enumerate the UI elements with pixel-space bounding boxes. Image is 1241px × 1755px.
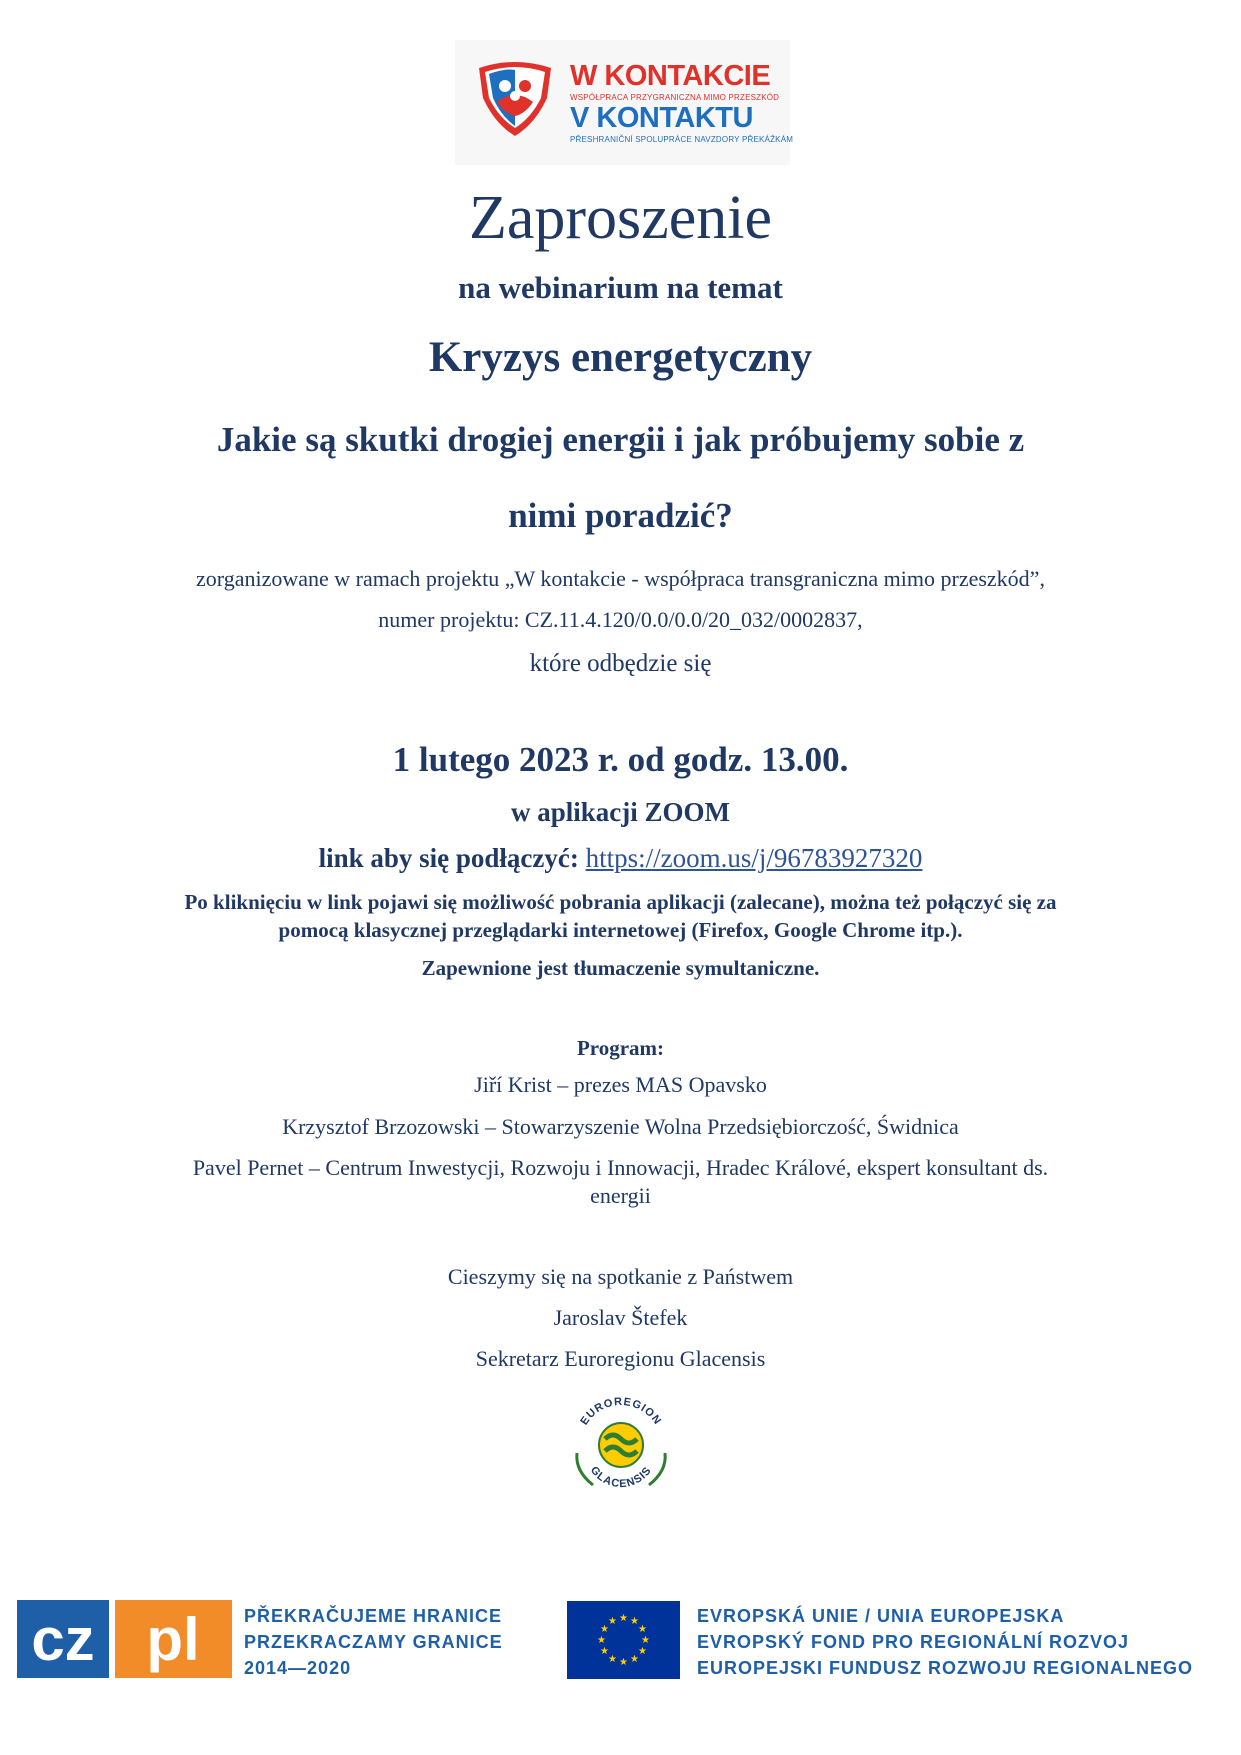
signatory-title: Sekretarz Euroregionu Glacensis — [475, 1346, 766, 1371]
event-date: 1 lutego 2023 r. od godz. 13.00. — [392, 740, 849, 779]
euroregion-glacensis-seal-icon — [563, 1387, 679, 1503]
svg-text:GLACENSIS: GLACENSIS — [587, 1464, 655, 1491]
svg-text:★: ★ — [619, 1657, 628, 1668]
instructions-line-1: Po kliknięciu w link pojawi się możliwość pobrania aplikacji (zalecane), można też połączyć się za — [184, 890, 1057, 914]
w-kontakcie-logo — [455, 40, 794, 165]
instructions — [0, 888, 1241, 944]
instructions-line-2: pomocą klasycznej przeglądarki internetowej (Firefox, Google Chrome itp.). — [278, 918, 963, 942]
will-be-held-text: które odbędzie się — [529, 650, 712, 677]
svg-text:★: ★ — [638, 1646, 647, 1657]
zoom-link[interactable]: https://zoom.us/j/96783927320 — [585, 843, 923, 873]
czpl-text-years: 2014—2020 — [244, 1658, 352, 1678]
svg-text:★: ★ — [608, 1654, 617, 1665]
svg-text:★: ★ — [600, 1646, 609, 1657]
question-line-2: nimi poradzić? — [508, 496, 733, 535]
eu-text-union: EVROPSKÁ UNIE / UNIA EUROPEJSKA — [697, 1606, 1065, 1626]
svg-text:★: ★ — [608, 1616, 617, 1627]
speaker-item: Jiří Krist – prezes MAS Opavsko — [474, 1072, 767, 1097]
svg-text:★: ★ — [619, 1613, 628, 1624]
webinar-topic: Kryzys energetyczny — [428, 334, 813, 381]
subtitle: na webinarium na temat — [458, 270, 783, 305]
project-number: numer projektu: CZ.11.4.120/0.0/0.0/20_032/0002837, — [378, 607, 863, 632]
heart-shield-icon — [475, 58, 555, 138]
speaker-item: Krzysztof Brzozowski – Stowarzyszenie Wolna Przedsiębiorczość, Świdnica — [282, 1114, 959, 1139]
czpl-programme-logo — [17, 1600, 232, 1678]
logo-subtext-pl: WSPÓŁPRACA PRZYGRANICZNA MIMO PRZESZKÓD — [570, 93, 780, 102]
czpl-text-cz: PŘEKRAČUJEME HRANICE — [244, 1606, 503, 1626]
organized-text: zorganizowane w ramach projektu „W kontakcie - współpraca transgraniczna mimo przeszkód”, — [196, 566, 1045, 591]
svg-text:★: ★ — [641, 1635, 650, 1646]
svg-text:EUROREGION: EUROREGION — [578, 1395, 664, 1428]
page-title: Zaproszenie — [469, 184, 772, 252]
program-heading: Program: — [576, 1036, 665, 1060]
logo-text-w-kontakcie: W KONTAKCIE — [570, 60, 771, 92]
svg-text:★: ★ — [600, 1624, 609, 1635]
eu-text-fund-pl: EUROPEJSKI FUNDUSZ ROZWOJU REGIONALNEGO — [697, 1658, 1194, 1678]
svg-text:★: ★ — [638, 1624, 647, 1635]
link-label: link aby się podłączyć: — [318, 843, 586, 873]
link-line — [0, 843, 1241, 874]
svg-text:★: ★ — [630, 1616, 639, 1627]
eu-flag-icon — [567, 1601, 680, 1679]
translation-note: Zapewnione jest tłumaczenie symultaniczne. — [421, 956, 820, 980]
eu-text-fund-cz: EVROPSKÝ FOND PRO REGIONÁLNÍ ROZVOJ — [697, 1632, 1130, 1652]
zoom-app-text: w aplikacji ZOOM — [510, 797, 730, 827]
speaker-3-line-2: energii — [590, 1183, 651, 1208]
signatory-name: Jaroslav Štefek — [553, 1305, 688, 1330]
svg-text:pl: pl — [146, 1606, 200, 1673]
speaker-3-line-1: Pavel Pernet – Centrum Inwestycji, Rozwoju i Innowacji, Hradec Králové, ekspert konsultant ds. — [192, 1155, 1049, 1180]
logo-subtext-cz: PŘESHRANIČNÍ SPOLUPRÁCE NAVZDORY PŘEKÁŽKÁM — [570, 135, 794, 144]
question-line-1: Jakie są skutki drogiej energii i jak próbujemy sobie z — [216, 420, 1025, 459]
svg-text:★: ★ — [630, 1654, 639, 1665]
svg-text:cz: cz — [31, 1606, 95, 1673]
czpl-text-pl: PRZEKRACZAMY GRANICE — [244, 1632, 503, 1652]
speaker-item — [0, 1154, 1241, 1210]
closing-text: Cieszymy się na spotkanie z Państwem — [447, 1264, 794, 1289]
logo-text-v-kontaktu: V KONTAKTU — [570, 102, 753, 134]
svg-text:★: ★ — [597, 1635, 606, 1646]
